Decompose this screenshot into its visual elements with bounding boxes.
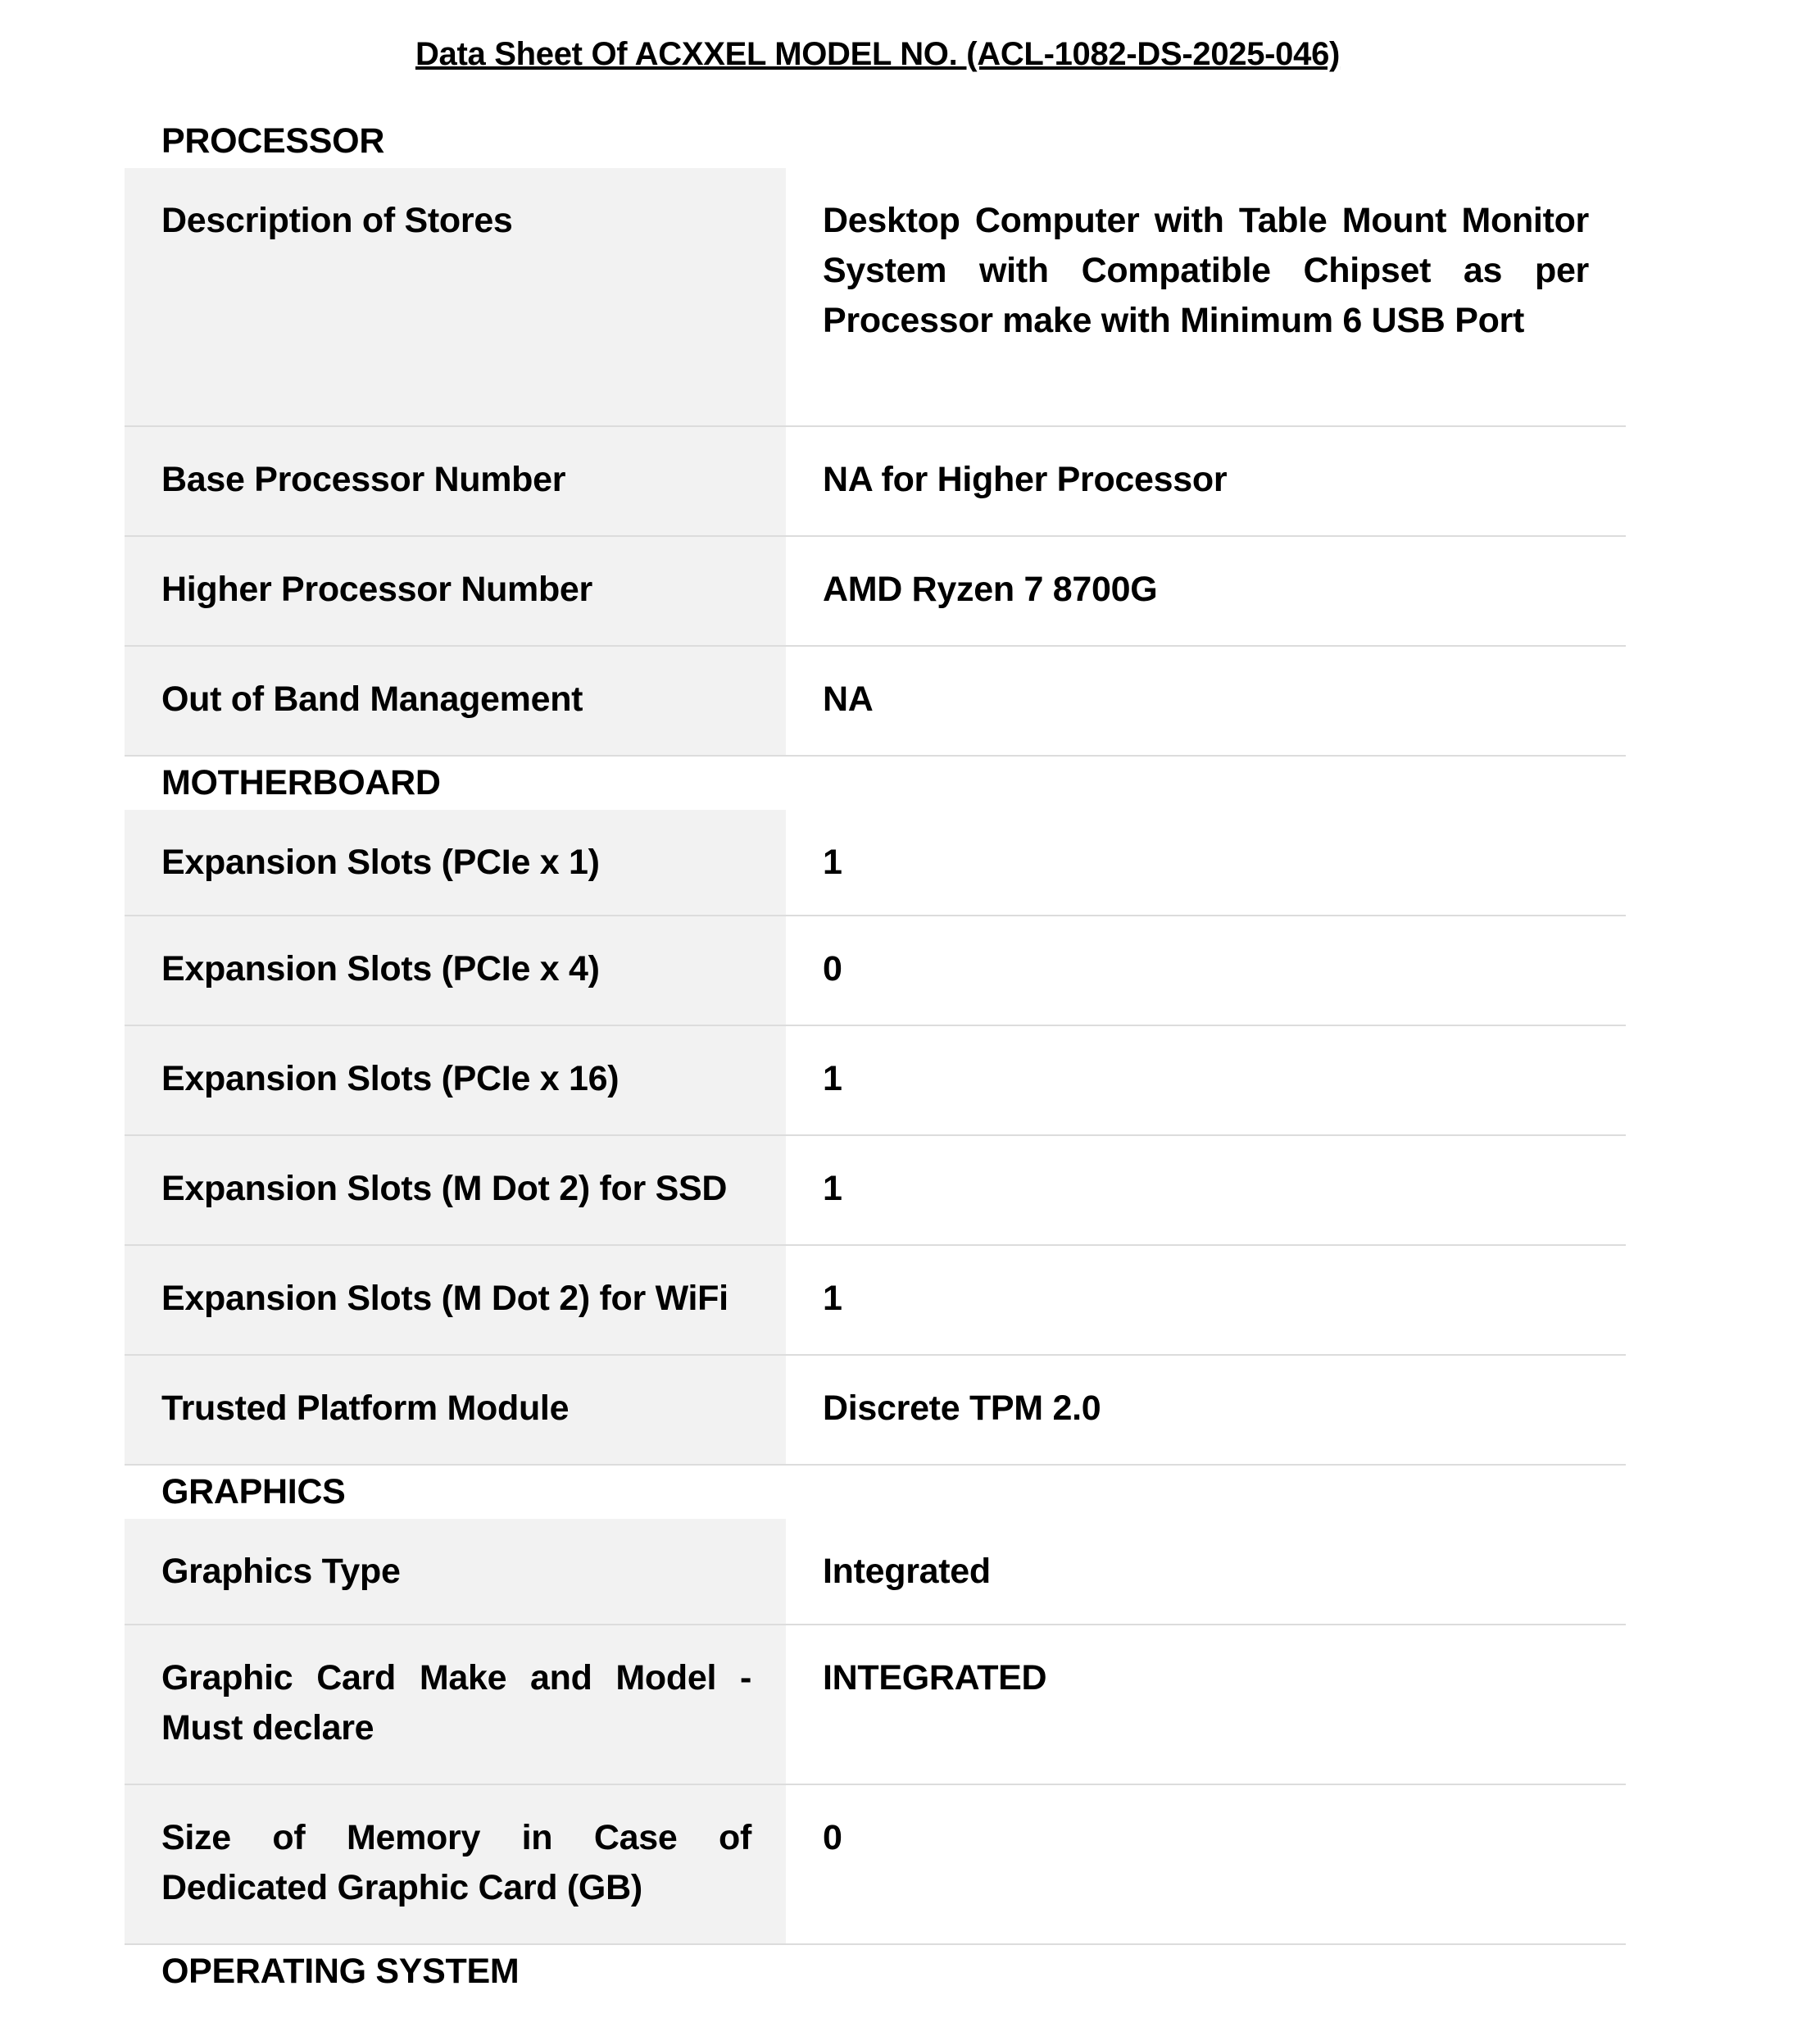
table-row <box>125 1026 1626 1136</box>
row-value: 1 <box>823 1059 842 1098</box>
row-value: Integrated <box>823 1552 991 1591</box>
row-label: Graphics Type <box>125 1519 786 1624</box>
table-row <box>125 168 1626 427</box>
document-title: Data Sheet Of ACXXEL MODEL NO. (ACL-1082-DS-2025-046) <box>415 36 1341 72</box>
row-label: Size of Memory in Case of Dedicated Graphic Card (GB) <box>125 1785 786 1943</box>
row-label: Expansion Slots (PCIe x 4) <box>125 916 786 1025</box>
row-value: 1 <box>823 843 842 882</box>
row-label: Expansion Slots (M Dot 2) for WiFi <box>125 1246 786 1354</box>
table-row <box>125 1136 1626 1246</box>
row-value: NA for Higher Processor <box>823 460 1228 499</box>
row-label: Expansion Slots (PCIe x 16) <box>125 1026 786 1134</box>
row-label: Trusted Platform Module <box>125 1356 786 1464</box>
table-row <box>125 916 1626 1026</box>
table-row <box>125 1519 1626 1625</box>
table-row <box>125 1246 1626 1356</box>
table-row <box>125 427 1626 537</box>
row-value: AMD Ryzen 7 8700G <box>823 570 1158 609</box>
table-row <box>125 537 1626 647</box>
table-row <box>125 647 1626 757</box>
row-value: INTEGRATED <box>823 1658 1047 1697</box>
data-sheet-table <box>125 115 1626 1998</box>
table-row <box>125 1356 1626 1466</box>
row-label: Out of Band Management <box>125 647 786 755</box>
row-value: Discrete TPM 2.0 <box>823 1388 1101 1428</box>
table-row <box>125 1625 1626 1785</box>
row-label: Expansion Slots (M Dot 2) for SSD <box>125 1136 786 1244</box>
row-value: Desktop Computer with Table Mount Monitor System with Compatible Chipset as per Processor make with Minimum 6 USB Port <box>823 201 1589 340</box>
table-row <box>125 1785 1626 1945</box>
row-label: Higher Processor Number <box>125 537 786 645</box>
section-heading-graphics: GRAPHICS <box>161 1472 346 1511</box>
row-label: Graphic Card Make and Model - Must declare <box>125 1625 786 1784</box>
section-heading-operating-system: OPERATING SYSTEM <box>161 1952 520 1991</box>
row-label: Expansion Slots (PCIe x 1) <box>125 810 786 915</box>
table-row <box>125 810 1626 916</box>
section-heading-motherboard: MOTHERBOARD <box>161 763 441 802</box>
section-heading-processor: PROCESSOR <box>161 121 385 161</box>
row-value: 1 <box>823 1279 842 1318</box>
row-label: Base Processor Number <box>125 427 786 535</box>
row-value: 1 <box>823 1169 842 1208</box>
row-value: NA <box>823 679 874 719</box>
row-value: 0 <box>823 1818 842 1857</box>
row-value: 0 <box>823 949 842 989</box>
row-label: Description of Stores <box>125 168 786 425</box>
